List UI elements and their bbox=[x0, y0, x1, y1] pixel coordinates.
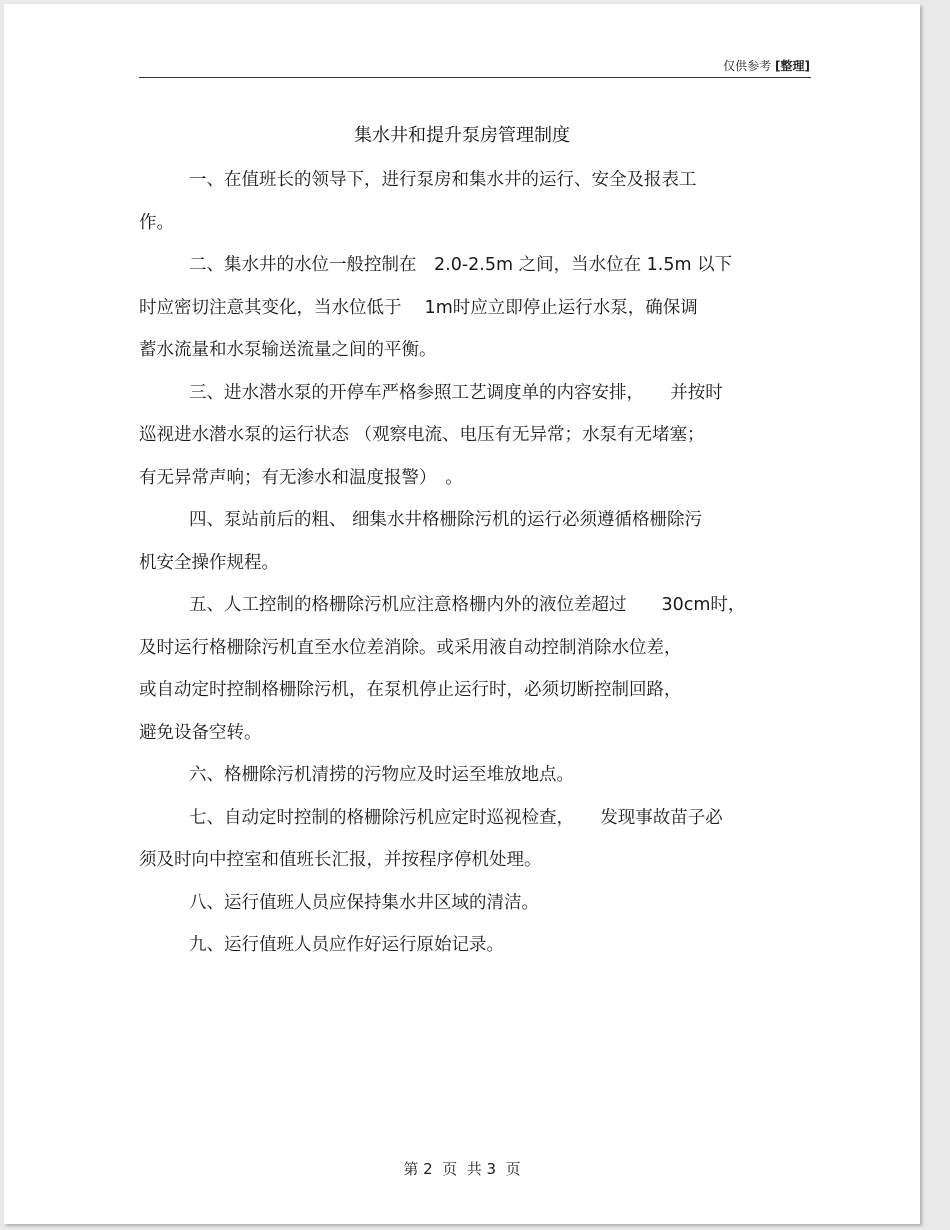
paragraph-line: 时应密切注意其变化，当水位低于 1m时应立即停止运行水泵，确保调 bbox=[139, 297, 698, 318]
paragraph-7 bbox=[139, 797, 814, 882]
paragraph-line: 七、自动定时控制的格栅除污机应定时巡视检查， 发现事故苗子必 bbox=[189, 807, 723, 828]
paragraph-line: 或自动定时控制格栅除污机，在泵机停止运行时，必须切断控制回路， bbox=[139, 680, 682, 700]
document-title: 集水井和提升泵房管理制度 bbox=[354, 125, 570, 146]
document-body bbox=[139, 159, 814, 967]
paragraph-line: 须及时向中控室和值班长汇报，并按程序停机处理。 bbox=[139, 850, 542, 870]
paragraph-line: 四、泵站前后的粗、 细集水井格栅除污机的运行必须遵循格栅除污 bbox=[189, 510, 703, 530]
paragraph-8 bbox=[139, 882, 814, 925]
paragraph-2 bbox=[139, 244, 814, 372]
paragraph-4 bbox=[139, 499, 814, 584]
paragraph-line: 六、格栅除污机清捞的污物应及时运至堆放地点。 bbox=[189, 765, 574, 785]
paragraph-3 bbox=[139, 372, 814, 500]
paragraph-line: 三、进水潜水泵的开停车严格参照工艺调度单的内容安排， 并按时 bbox=[189, 382, 723, 403]
paragraph-line: 及时运行格栅除污机直至水位差消除。或采用液自动控制消除水位差， bbox=[139, 637, 682, 658]
header-rule bbox=[139, 77, 811, 78]
header-note bbox=[723, 57, 810, 74]
page-footer: 第 2 页 共 3 页 bbox=[403, 1160, 521, 1178]
header-note-text: 仅供参考 bbox=[723, 59, 772, 73]
paragraph-line: 五、人工控制的格栅除污机应注意格栅内外的液位差超过 30cm时， bbox=[189, 595, 746, 615]
paragraph-line: 蓄水流量和水泵输送流量之间的平衡。 bbox=[139, 340, 437, 360]
paragraph-line: 九、运行值班人员应作好运行原始记录。 bbox=[189, 935, 504, 955]
paragraph-line: 作。 bbox=[139, 212, 174, 233]
paragraph-line: 一、在值班长的领导下，进行泵房和集水井的运行、安全及报表工 bbox=[189, 170, 697, 190]
paragraph-line: 二、集水井的水位一般控制在 2.0-2.5m 之间，当水位在 1.5m 以下 bbox=[189, 255, 733, 275]
document-page bbox=[4, 4, 920, 1224]
paragraph-9 bbox=[139, 924, 814, 967]
paragraph-line: 机安全操作规程。 bbox=[139, 552, 279, 573]
paragraph-1 bbox=[139, 159, 814, 244]
paragraph-line: 避免设备空转。 bbox=[139, 722, 262, 743]
paragraph-5 bbox=[139, 584, 814, 754]
paragraph-line: 八、运行值班人员应保持集水井区域的清洁。 bbox=[189, 892, 539, 913]
paragraph-line: 巡视进水潜水泵的运行状态 （观察电流、电压有无异常；水泵有无堵塞； bbox=[139, 425, 705, 445]
paragraph-line: 有无异常声响；有无渗水和温度报警） 。 bbox=[139, 467, 463, 488]
header-tag: [整理] bbox=[775, 59, 810, 73]
paragraph-6 bbox=[139, 754, 814, 797]
